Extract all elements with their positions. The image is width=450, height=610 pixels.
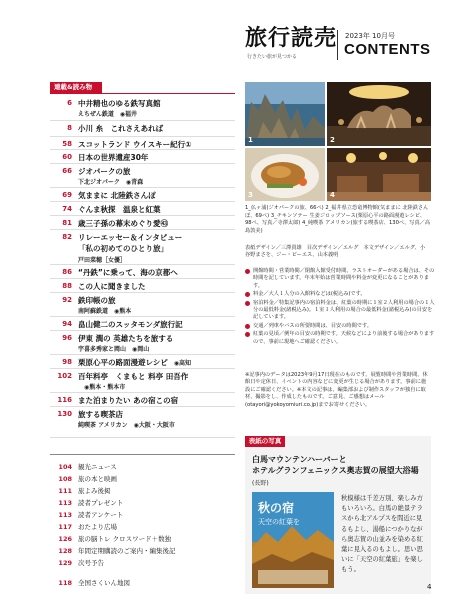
cover-title-line2: ホテルグランフェニックス奥志賀の展望大浴場	[252, 466, 419, 475]
toc-title: 日本の世界遺産30年	[78, 153, 149, 162]
toc-separator	[50, 120, 235, 121]
photo-2	[327, 82, 431, 146]
toc-page-number: 117	[58, 523, 72, 531]
toc-title: スコットランド ウイスキー紀行①	[78, 140, 192, 149]
toc-page-number: 104	[58, 463, 72, 471]
toc-item[interactable]	[50, 98, 235, 118]
toc-page-number: 88	[62, 282, 72, 290]
cover-thumb-subtitle: 天空の紅葉を	[258, 518, 300, 526]
toc-item[interactable]	[50, 232, 235, 264]
note-text: 交通／列車やバスの所要時間は、目安の時間です。	[253, 322, 372, 329]
toc-title: 観光ニュース	[78, 463, 117, 471]
toc-page-number: 74	[62, 205, 72, 213]
note-item	[245, 331, 435, 346]
photo-number: 4	[330, 191, 335, 199]
toc-separator	[50, 149, 235, 150]
dinosaur-museum-image	[327, 82, 431, 146]
toc-page-number: 8	[67, 124, 72, 132]
toc-page-number: 129	[58, 559, 72, 567]
toc-separator	[50, 368, 235, 369]
toc-subtitle: えちぜん鉄道 ◉福井	[78, 111, 138, 118]
note-text: 宿泊料金／特集記事内の宿泊料金は、紅葉の時期に１室２人利用の場合の１人分の最低料金(諸税込み)。１室１人利用の場合の最低料金(諸税込み)の目安を記しています。	[253, 299, 435, 321]
design-credits: 表紙デザイン／三澤貴雄 目次デザイン／エルグ 本文デザイン／エルグ、小谷野まさを、ジー・ピーエス、山本義明	[245, 245, 426, 259]
toc-plain-item[interactable]	[50, 578, 235, 588]
contents-heading: CONTENTS	[344, 41, 431, 58]
bullet-icon	[245, 292, 250, 297]
toc-subtitle: 宇喜多秀家と岡山 ◉岡山	[78, 346, 150, 353]
toc-plain-item[interactable]	[50, 558, 235, 568]
toc-plain-item[interactable]	[50, 462, 235, 472]
photo-4	[327, 148, 431, 201]
toc-place: ◉高知	[167, 360, 192, 367]
toc-title: 気ままに 北陸鉄さんぽ	[78, 191, 156, 200]
bullet-icon	[245, 269, 250, 274]
toc-title-line2: 「私の初めてのひとり旅」	[78, 244, 168, 253]
coastal-rocks-image	[245, 82, 325, 146]
toc-separator	[50, 330, 235, 331]
toc-subtitle: ◉熊本・熊本市	[78, 384, 126, 391]
toc-plain-item[interactable]	[50, 546, 235, 556]
toc-subtitle: 南阿蘇鉄道 ◉熊本	[78, 308, 132, 315]
toc-title: 畠山健二のスッタモンダ旅行記	[78, 320, 183, 329]
cafe-interior-image	[327, 148, 431, 201]
data-notice: ※記事内のデータは2023年9月17日現在のものです。展覧時間や営業時間、休館日や定休日、イベントの内容などに変更が生じる場合があります。事前に施設にご確認ください。※本文の記事は、編集部および制作スタッフが独自に取材、撮影をし、作成したものです。ご意見、ご感想はメール(otayori@yokoyomiuri.co.jp)までお寄せください。	[245, 372, 428, 408]
bullet-icon	[245, 301, 250, 306]
toc-plain-item[interactable]	[50, 510, 235, 520]
toc-title: ジオパークの旅	[78, 167, 131, 176]
chicken-dish-image	[245, 148, 325, 201]
magazine-tagline: 行きたい旅が見つかる	[247, 54, 298, 60]
toc-title: 歳三子孫の幕末めぐり愛㊸	[78, 219, 168, 228]
toc-separator	[50, 264, 235, 265]
note-item	[245, 291, 435, 298]
toc-separator	[50, 136, 235, 137]
cover-image	[252, 492, 334, 588]
toc-title: 旅よみ後掲	[78, 487, 111, 495]
toc-separator	[50, 229, 235, 230]
toc-title: この人に聞きました	[78, 282, 146, 291]
toc-page-number: 118	[58, 579, 72, 587]
toc-separator	[50, 215, 235, 216]
photo-number: 2	[330, 136, 335, 144]
toc-plain-item[interactable]	[50, 486, 235, 496]
toc-separator	[50, 278, 235, 279]
toc-item[interactable]	[50, 166, 235, 186]
toc-title: 次号予告	[78, 559, 104, 567]
note-item	[245, 323, 435, 330]
toc-page-number: 111	[58, 487, 72, 495]
toc-page-number: 108	[58, 475, 72, 483]
toc-page-number: 60	[62, 153, 72, 161]
toc-title: 読者アンケート	[78, 511, 124, 519]
cover-description: 秋模様は千差万別、楽しみ方もいろいろ。白馬の絶景テラスから北アルプスを間近に見るもよし、湯船につかりながら奥志賀の山並みを染める紅葉に見入るのもよし。思い思いに「天空の紅葉旅」を楽しもう。	[341, 495, 423, 574]
note-text: 紅葉の見頃／例年の目安の時期です。天候などにより前後する場合がありますので、事前に現地へご確認ください。	[253, 331, 435, 345]
photo-number: 3	[248, 191, 253, 199]
toc-page-number: 96	[62, 334, 72, 342]
toc-title: リレーエッセー＆インタビュー	[78, 233, 183, 242]
toc-subtitle: 下北ジオパーク ◉青森	[78, 179, 144, 186]
toc-page-number: 69	[62, 191, 72, 199]
cover-title	[252, 454, 419, 476]
toc-plain-item[interactable]	[50, 474, 235, 484]
toc-title: また泊まりたい あの宿この宿	[78, 396, 179, 405]
cover-thumbnail	[252, 492, 334, 588]
toc-page-number: 86	[62, 268, 72, 276]
toc-separator	[50, 354, 235, 355]
toc-page-number: 126	[58, 535, 72, 543]
bullet-icon	[245, 324, 250, 329]
toc-separator	[50, 406, 235, 407]
cover-thumb-title: 秋の宿	[258, 501, 295, 515]
toc-page-number: 98	[62, 358, 72, 366]
toc-title: 読者プレゼント	[78, 499, 124, 507]
toc-separator	[50, 187, 235, 188]
toc-subtitle: 戸田菜穂［女優］	[78, 257, 127, 264]
toc-title: “丹鉄”に乗って、海の京都へ	[78, 268, 178, 277]
toc-title: 旅する喫茶店	[78, 410, 123, 419]
toc-title: 全国さくいん地図	[78, 579, 130, 587]
photo-number: 1	[248, 136, 253, 144]
section-label: 連載&読み物	[50, 82, 102, 93]
toc-page-number: 66	[62, 167, 72, 175]
toc-title: 鉄印帳の旅	[78, 296, 116, 305]
masthead	[245, 25, 431, 66]
toc-title: 旅の脳トレ クロスワード＋数独	[78, 535, 172, 543]
issue-label: 2023年 10月号	[345, 32, 395, 40]
cover-subtitle: (長野)	[252, 480, 269, 487]
toc-separator	[50, 201, 235, 202]
toc-divider	[50, 454, 235, 455]
toc-title: 百年料亭 くまもと 料亭 田吾作	[78, 372, 189, 381]
toc-title: ぐんま秋探 温泉と紅葉	[78, 205, 161, 214]
cover-info-box	[245, 436, 431, 594]
toc-page-number: 81	[62, 219, 72, 227]
toc-title: 旅の本と映画	[78, 475, 117, 483]
toc-item[interactable]	[50, 371, 235, 391]
note-item	[245, 268, 435, 290]
toc-title: 伊東 潤の 英雄たちを旅する	[78, 334, 174, 343]
section-rule	[50, 93, 235, 94]
notes-list	[245, 268, 435, 347]
toc-page-number: 92	[62, 296, 72, 304]
toc-plain-item[interactable]	[50, 498, 235, 508]
photo-caption: 1_仏ヶ浦(ジオパークの旅、66ペ) 2_福井県立恐竜博物館(気ままに 北陸鉄さんぽ、69ペ) 3_チキンソテー 生姜ジロップソース(栗原心平の路面漫遊レシピ、98ペ、写真／寺澤太郎) 4_純喫茶 アメリカン(旅する喫茶店、130ペ、写真／高島敦美)	[245, 205, 431, 234]
photo-3	[245, 148, 325, 201]
masthead-divider	[337, 30, 338, 60]
toc-separator	[50, 292, 235, 293]
toc-page-number: 130	[57, 410, 72, 418]
cover-label: 表紙の写真	[245, 436, 285, 447]
toc-item[interactable]	[50, 295, 235, 315]
toc-title: 小川 糸 これさえあれば	[78, 124, 164, 133]
toc-page-number: 116	[57, 396, 72, 404]
toc-plain-item[interactable]	[50, 534, 235, 544]
toc-subtitle: 純喫茶 アメリカン ◉大阪・大阪市	[78, 422, 175, 429]
toc-separator	[50, 392, 235, 393]
note-text: 開館時間・営業時間／閉館入館受付時間、ラストオーダーがある場合は、その時間を記しています。年末年始は営業時間や料金が変更になることがあります。	[253, 268, 435, 289]
toc-page-number: 128	[58, 547, 72, 555]
toc-page-number: 82	[62, 233, 72, 241]
toc-item[interactable]	[50, 333, 235, 353]
toc-title: 中井精也のゆる鉄写真館	[78, 99, 161, 108]
note-text: 料金／大人１人分の入館料などは(税込み)です。	[253, 291, 366, 298]
toc-page-number: 6	[67, 99, 72, 107]
toc-separator	[50, 437, 235, 438]
toc-page-number: 113	[58, 499, 72, 507]
note-item	[245, 300, 435, 322]
bullet-icon	[245, 332, 250, 337]
toc-separator	[50, 163, 235, 164]
toc-item[interactable]	[50, 409, 235, 429]
magazine-logo: 旅行読売	[245, 25, 338, 51]
toc-plain-item[interactable]	[50, 522, 235, 532]
toc-page-number: 58	[62, 140, 72, 148]
toc-title: おたより広場	[78, 523, 117, 531]
page-number: 4	[427, 583, 432, 591]
toc-separator	[50, 316, 235, 317]
toc-page-number: 113	[58, 511, 72, 519]
cover-title-line1: 白馬マウンテンハーバーと	[252, 455, 347, 464]
toc-title: 年間定期購読のご案内・編集後記	[78, 547, 176, 555]
toc-page-number: 94	[62, 320, 72, 328]
photo-1	[245, 82, 325, 146]
toc-title: 栗原心平の路面漫遊レシピ ◉高知	[78, 358, 192, 367]
toc-page-number: 102	[57, 372, 72, 380]
